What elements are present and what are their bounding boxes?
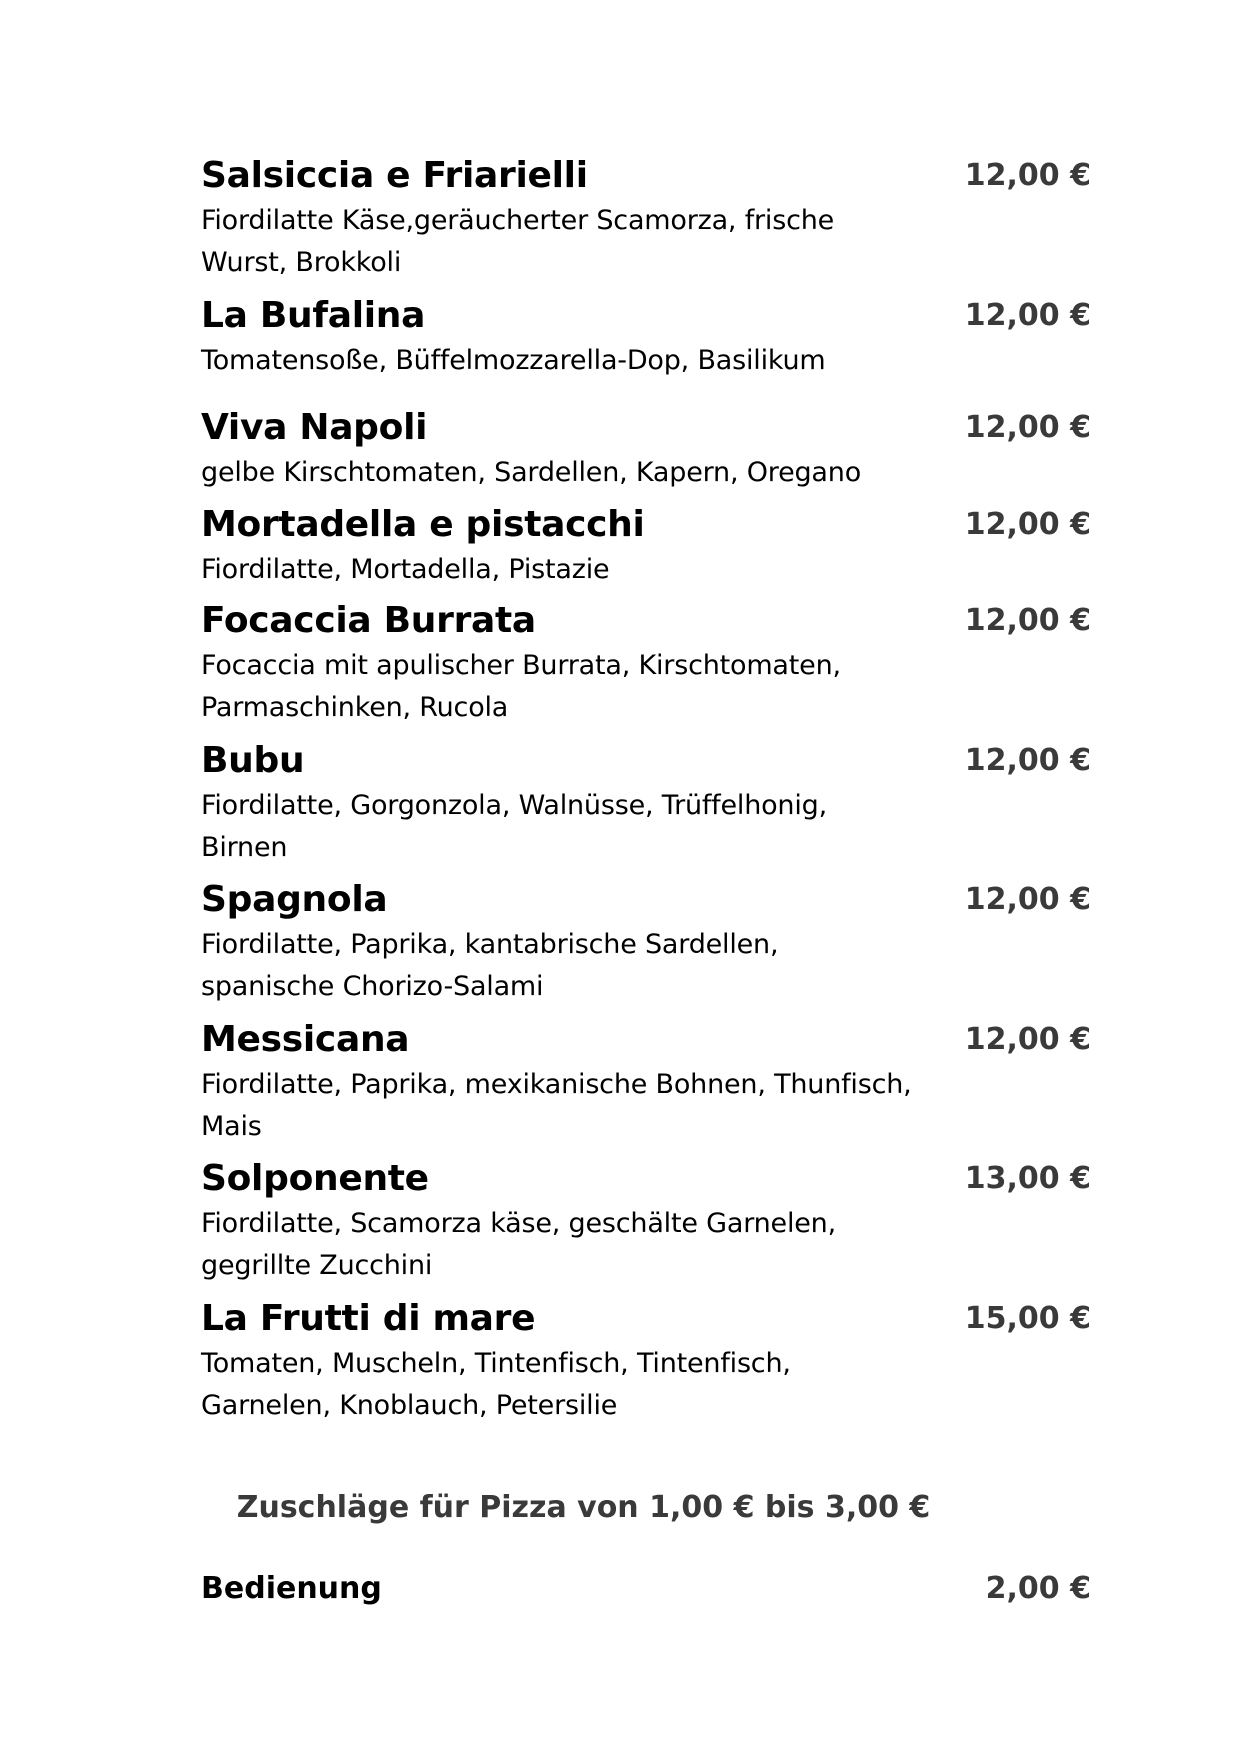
item-description: Tomatensoße, Büffelmozzarella-Dop, Basilikum — [201, 345, 826, 376]
item-name: Messicana — [201, 1019, 410, 1060]
item-name: Viva Napoli — [201, 407, 428, 448]
item-price: 12,00 € — [964, 743, 1091, 778]
item-name: Focaccia Burrata — [201, 600, 536, 641]
item-price: 15,00 € — [964, 1301, 1091, 1336]
item-name: Mortadella e pistacchi — [201, 504, 645, 545]
service-price: 2,00 € — [985, 1571, 1091, 1606]
item-name: La Frutti di mare — [201, 1298, 536, 1339]
service-label: Bedienung — [201, 1571, 382, 1606]
item-name: Spagnola — [201, 879, 388, 920]
item-price: 12,00 € — [964, 158, 1091, 193]
item-description: gelbe Kirschtomaten, Sardellen, Kapern, Oregano — [201, 457, 862, 488]
item-description: Fiordilatte, Paprika, mexikanische Bohnen, Thunfisch, Mais — [201, 1069, 912, 1142]
item-price: 12,00 € — [964, 1022, 1091, 1057]
item-description: Fiordilatte, Paprika, kantabrische Sardellen, spanische Chorizo-Salami — [201, 929, 779, 1002]
item-price: 13,00 € — [964, 1161, 1091, 1196]
item-description: Fiordilatte, Mortadella, Pistazie — [201, 554, 610, 585]
item-price: 12,00 € — [964, 298, 1091, 333]
item-description: Tomaten, Muscheln, Tintenfisch, Tintenfisch, Garnelen, Knoblauch, Petersilie — [201, 1348, 791, 1421]
pizza-surcharge-note: Zuschläge für Pizza von 1,00 € bis 3,00 € — [236, 1490, 931, 1525]
item-name: Salsiccia e Friarielli — [201, 155, 588, 196]
item-description: Fiordilatte, Scamorza käse, geschälte Garnelen, gegrillte Zucchini — [201, 1208, 836, 1281]
item-description: Fiordilatte, Gorgonzola, Walnüsse, Trüffelhonig, Birnen — [201, 790, 827, 863]
item-name: Bubu — [201, 740, 305, 781]
item-description: Fiordilatte Käse,geräucherter Scamorza, frische Wurst, Brokkoli — [201, 205, 835, 278]
item-price: 12,00 € — [964, 603, 1091, 638]
item-price: 12,00 € — [964, 507, 1091, 542]
item-price: 12,00 € — [964, 882, 1091, 917]
item-price: 12,00 € — [964, 410, 1091, 445]
item-name: La Bufalina — [201, 295, 426, 336]
item-name: Solponente — [201, 1158, 429, 1199]
item-description: Focaccia mit apulischer Burrata, Kirschtomaten, Parmaschinken, Rucola — [201, 650, 841, 723]
